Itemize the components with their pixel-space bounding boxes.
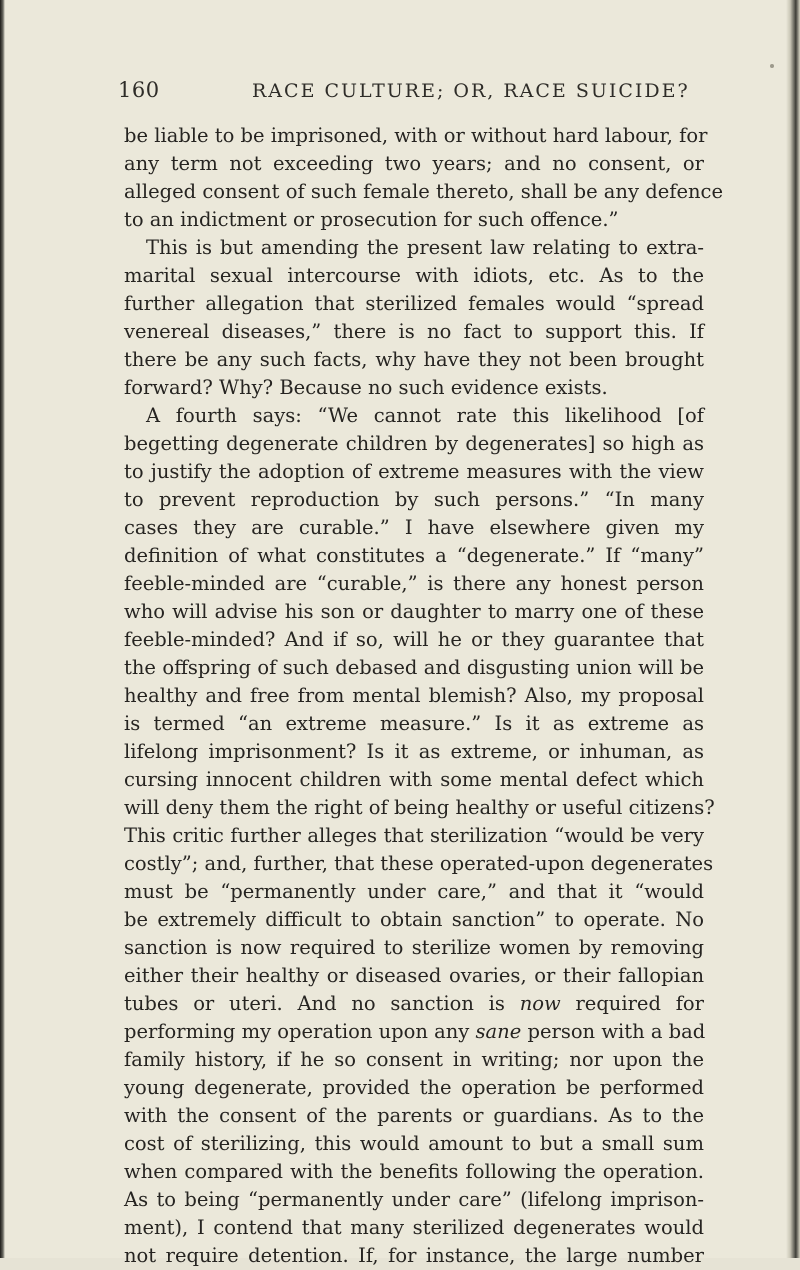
italic-word: now — [519, 992, 561, 1015]
text-segment: performing my operation upon any — [124, 1020, 470, 1043]
text-line: further allegation that sterilized females would “spread — [124, 292, 704, 315]
text-line: with the consent of the parents or guardians. As to the — [124, 1104, 704, 1127]
text-line: A fourth says: “We cannot rate this likelihood [of — [146, 404, 704, 427]
text-segment: required for — [575, 992, 704, 1015]
page-number: 160 — [118, 78, 160, 102]
text-line: alleged consent of such female thereto, shall be any defence — [124, 180, 724, 203]
text-line: costly”; and, further, that these operated-upon degenerates — [124, 852, 714, 875]
text-line: be liable to be imprisoned, with or without hard labour, for — [124, 124, 708, 147]
text-line: to justify the adoption of extreme measures with the view — [124, 460, 704, 483]
text-line: forward? Why? Because no such evidence exists. — [124, 376, 608, 399]
text-line: cursing innocent children with some mental defect which — [124, 768, 704, 791]
text-segment: tubes or uteri. And no sanction is — [124, 992, 505, 1015]
text-line: This is but amending the present law relating to extra- — [146, 236, 704, 259]
scan-edge-right — [786, 0, 800, 1258]
text-line: cases they are curable.” I have elsewhere given my — [124, 516, 704, 539]
text-line — [124, 990, 704, 1018]
text-line: to prevent reproduction by such persons.” “In many — [124, 488, 704, 511]
text-line: who will advise his son or daughter to marry one of these — [124, 600, 704, 623]
running-title: RACE CULTURE; OR, RACE SUICIDE? — [252, 80, 690, 102]
text-line: ment), I contend that many sterilized degenerates would — [124, 1216, 704, 1239]
text-line: This critic further alleges that sterilization “would be very — [124, 824, 704, 847]
text-line: be extremely difficult to obtain sanction” to operate. No — [124, 908, 704, 931]
text-line: healthy and free from mental blemish? Also, my proposal — [124, 684, 704, 707]
text-line: will deny them the right of being healthy or useful citizens? — [124, 796, 715, 819]
text-line: not require detention. If, for instance, the large number — [124, 1244, 704, 1267]
text-line: there be any such facts, why have they not been brought — [124, 348, 704, 371]
text-line: family history, if he so consent in writing; nor upon the — [124, 1048, 704, 1071]
scan-edge-left — [0, 0, 5, 1258]
text-segment: person with a bad — [527, 1020, 706, 1043]
text-line: begetting degenerate children by degenerates] so high as — [124, 432, 704, 455]
text-line: any term not exceeding two years; and no consent, or — [124, 152, 704, 175]
text-line: lifelong imprisonment? Is it as extreme, or inhuman, as — [124, 740, 704, 763]
text-line: to an indictment or prosecution for such offence.” — [124, 208, 619, 231]
text-line: either their healthy or diseased ovaries, or their fallopian — [124, 964, 704, 987]
text-line: feeble-minded are “curable,” is there any honest person — [124, 572, 704, 595]
text-line: must be “permanently under care,” and that it “would — [124, 880, 704, 903]
italic-word: sane — [475, 1020, 522, 1043]
text-line: is termed “an extreme measure.” Is it as extreme as — [124, 712, 704, 735]
text-line: feeble-minded? And if so, will he or they guarantee that — [124, 628, 704, 651]
text-line — [124, 1018, 704, 1046]
running-head — [118, 78, 690, 112]
text-line: cost of sterilizing, this would amount to but a small sum — [124, 1132, 704, 1155]
text-line: As to being “permanently under care” (lifelong imprison- — [124, 1188, 704, 1211]
text-line: young degenerate, provided the operation be performed — [124, 1076, 704, 1099]
paper-speck — [770, 64, 774, 68]
text-line: venereal diseases,” there is no fact to support this. If — [124, 320, 704, 343]
text-line: definition of what constitutes a “degenerate.” If “many” — [124, 544, 704, 567]
text-line: sanction is now required to sterilize women by removing — [124, 936, 704, 959]
body-text — [124, 122, 724, 1270]
text-line: when compared with the benefits following the operation. — [124, 1160, 704, 1183]
text-line: the offspring of such debased and disgusting union will be — [124, 656, 704, 679]
text-line: marital sexual intercourse with idiots, etc. As to the — [124, 264, 704, 287]
